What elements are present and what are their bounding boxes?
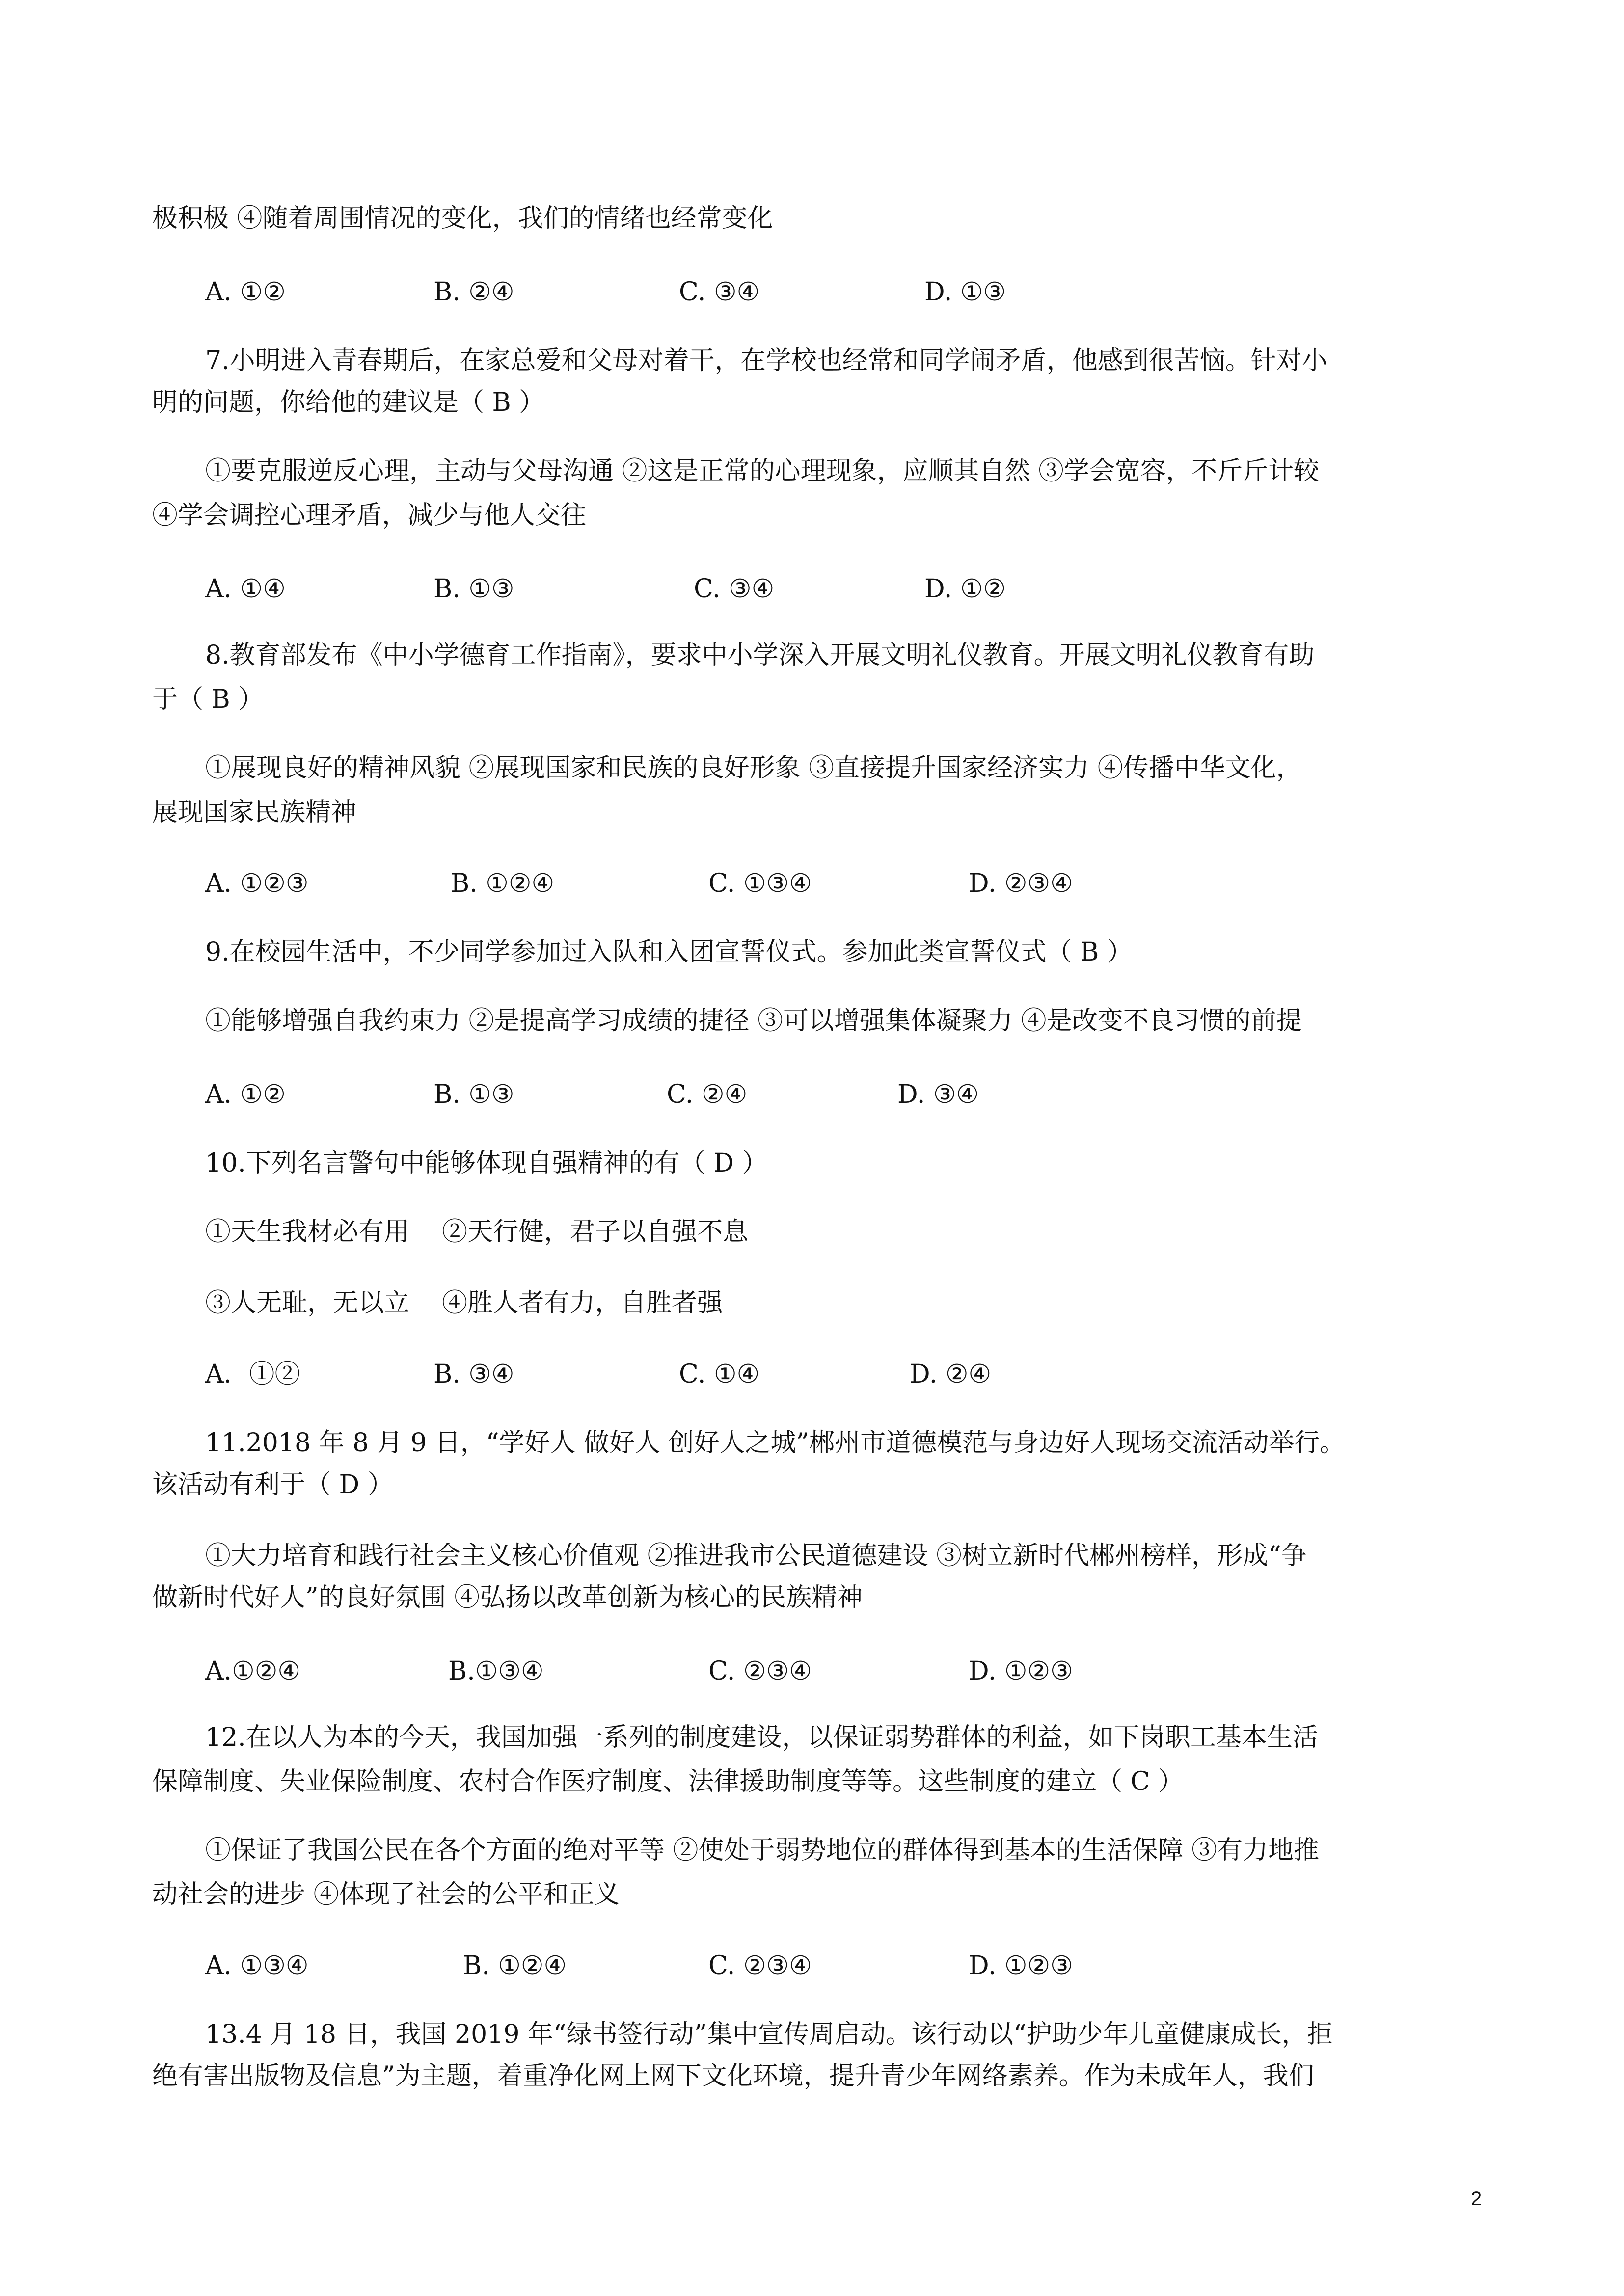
q11-option-a: A.①②④ (205, 1656, 300, 1686)
q12-option-d: D. ①②③ (969, 1951, 1073, 1980)
q7-stem-line-2: 明的问题，你给他的建议是（ B ） (152, 388, 545, 417)
q8-option-b: B. ①②④ (451, 869, 555, 898)
q7-option-c: C. ③④ (694, 574, 775, 604)
q11-option-c: C. ②③④ (708, 1656, 812, 1686)
q12-option-a: A. ①③④ (205, 1951, 309, 1980)
q9-options (205, 1077, 1531, 1112)
q9-option-d: D. ③④ (897, 1080, 979, 1109)
q10-items-line-1: ①天生我材必有用 ②天行健，君子以自强不息 (205, 1217, 749, 1247)
q7-options (205, 572, 1531, 606)
q12-items-line-2: 动社会的进步 ④体现了社会的公平和正义 (152, 1880, 620, 1909)
q11-options (205, 1654, 1531, 1688)
q6-option-a: A. ①② (205, 277, 286, 307)
q8-options (205, 866, 1531, 901)
q7-option-b: B. ①③ (433, 574, 514, 604)
q10-options (205, 1357, 1531, 1391)
q6-option-c: C. ③④ (679, 277, 760, 307)
q8-option-c: C. ①③④ (708, 869, 812, 898)
q11-option-d: D. ①②③ (969, 1656, 1073, 1686)
q9-items-line: ①能够增强自我约束力 ②是提高学习成绩的捷径 ③可以增强集体凝聚力 ④是改变不良习惯的前提 (205, 1006, 1302, 1036)
q7-option-d: D. ①② (924, 574, 1006, 604)
q12-options (205, 1949, 1531, 1983)
q12-option-c: C. ②③④ (708, 1951, 812, 1980)
q9-option-c: C. ②④ (667, 1080, 748, 1109)
q8-items-line-1: ①展现良好的精神风貌 ②展现国家和民族的良好形象 ③直接提升国家经济实力 ④传播中华文化， (205, 753, 1302, 783)
q6-options (205, 275, 1531, 309)
q10-option-c: C. ①④ (679, 1360, 760, 1389)
q12-option-b: B. ①②④ (463, 1951, 567, 1980)
q12-stem-line-1: 12.在以人为本的今天，我国加强一系列的制度建设，以保证弱势群体的利益，如下岗职工基本生活 (205, 1723, 1318, 1752)
q8-stem-line-1: 8.教育部发布《中小学德育工作指南》，要求中小学深入开展文明礼仪教育。开展文明礼仪教育有助 (205, 641, 1315, 670)
q10-option-d: D. ②④ (910, 1360, 992, 1389)
q7-stem-line-1: 7.小明进入青春期后，在家总爱和父母对着干，在学校也经常和同学闹矛盾，他感到很苦恼。针对小 (205, 346, 1327, 375)
q10-stem-line: 10.下列名言警句中能够体现自强精神的有（ D ） (205, 1148, 768, 1178)
q10-option-b: B. ③④ (433, 1360, 514, 1389)
q11-stem-line-2: 该活动有利于（ D ） (152, 1470, 393, 1499)
q7-items-line-1: ①要克服逆反心理，主动与父母沟通 ②这是正常的心理现象，应顺其自然 ③学会宽容，不斤斤计较 (205, 456, 1320, 486)
q9-option-b: B. ①③ (433, 1080, 514, 1109)
q9-option-a: A. ①② (205, 1080, 286, 1109)
q8-items-line-2: 展现国家民族精神 (152, 798, 357, 827)
q8-stem-line-2: 于（ B ） (152, 685, 264, 714)
q6-option-d: D. ①③ (924, 277, 1006, 307)
q10-option-a: A．①② (205, 1360, 300, 1389)
q13-stem-line-2: 绝有害出版物及信息”为主题，着重净化网上网下文化环境，提升青少年网络素养。作为未成年人，我们 (152, 2061, 1314, 2091)
page-number: 2 (1471, 2188, 1482, 2210)
q8-option-d: D. ②③④ (969, 869, 1073, 898)
q11-items-line-2: 做新时代好人”的良好氛围 ④弘扬以改革创新为核心的民族精神 (152, 1583, 863, 1612)
q7-option-a: A. ①④ (205, 574, 286, 604)
q11-stem-line-1: 11.2018 年 8 月 9 日，“学好人 做好人 创好人之城”郴州市道德模范与身边好人现场交流活动举行。 (205, 1428, 1346, 1458)
q8-option-a: A. ①②③ (205, 869, 309, 898)
q11-items-line-1: ①大力培育和践行社会主义核心价值观 ②推进我市公民道德建设 ③树立新时代郴州榜样，形成“争 (205, 1541, 1307, 1571)
q6-text-line: 极积极 ④随着周围情况的变化，我们的情绪也经常变化 (152, 204, 773, 233)
q6-option-b: B. ②④ (433, 277, 514, 307)
q13-stem-line-1: 13.4 月 18 日，我国 2019 年“绿书签行动”集中宣传周启动。该行动以“护助少年儿童健康成长，拒 (205, 2020, 1333, 2049)
q11-option-b: B.①③④ (448, 1656, 544, 1686)
q7-items-line-2: ④学会调控心理矛盾，减少与他人交往 (152, 501, 587, 530)
q12-stem-line-2: 保障制度、失业保险制度、农村合作医疗制度、法律援助制度等等。这些制度的建立（ C ） (152, 1767, 1184, 1796)
q10-items-line-2: ③人无耻，无以立 ④胜人者有力，自胜者强 (205, 1288, 723, 1318)
q12-items-line-1: ①保证了我国公民在各个方面的绝对平等 ②使处于弱势地位的群体得到基本的生活保障 ③有力地推 (205, 1836, 1320, 1865)
q9-stem-line: 9.在校园生活中，不少同学参加过入队和入团宣誓仪式。参加此类宣誓仪式（ B ） (205, 937, 1133, 967)
